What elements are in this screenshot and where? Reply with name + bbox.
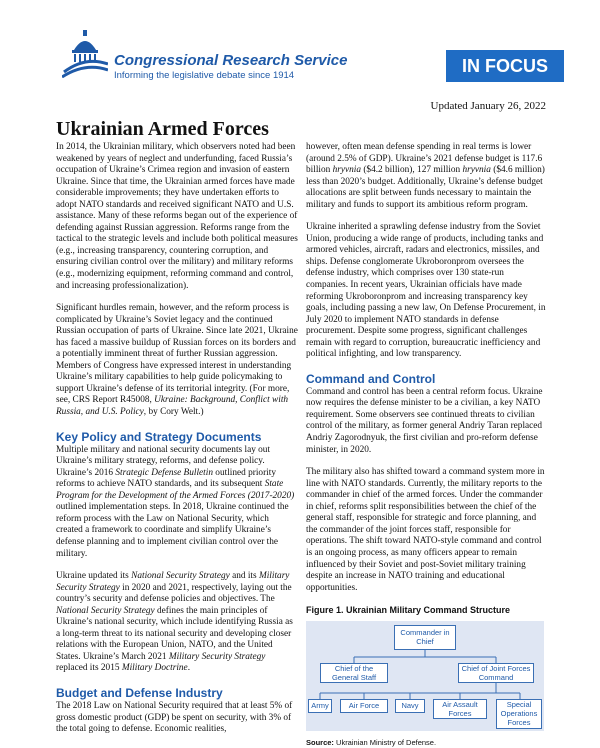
section-heading-command: Command and Control — [306, 371, 436, 386]
command-system-paragraph: The military also has shifted toward a command system more in line with NATO standards. Currently, the military reports to the commander in chief of the armed forces. Under the commander in chief, reforms split responsibilities between the chief of the general staff, responsible for strategic and force planning, and the commander of the joint forces staff, responsible for operations. The shift toward NATO-style command and control is an ongoing process, as many officers appear to remain influenced by their Soviet and post-Soviet military training despite an increase in NATO training and educational opportunities. — [306, 467, 545, 593]
node-chief-general-staff: Chief of the General Staff — [320, 663, 388, 683]
hurdles-paragraph: Significant hurdles remain, however, and the reform process is complicated by Ukraine’s Soviet legacy and the continued Russian occupation of parts of Ukraine. Since late 2021, Ukraine has faced a massive buildup of Russian forces on its borders and a potentially imminent threat of further Russian aggression. Members of Congress have expressed interest in understanding Ukraine’s military capabilities to help guide policymaking to support Ukraine’s defense of its territorial integrity. (For more, see, CRS Report R45008, Ukraine: Background, Conflict with Russia, and U.S. Policy, by Cory Welt.) — [56, 303, 298, 418]
org-tagline: Informing the legislative debate since 1914 — [114, 70, 295, 81]
key-policy-paragraph: Multiple military and national security documents lay out Ukraine’s military strategy, reforms, and defense policy. Ukraine’s 2016 Strategic Defense Bulletin outlined priority reforms to achieve NATO standards, and its subsequent State Program for the Development of the Armed Forces (2017-2020) outlined implementation steps. In 2018, Ukraine continued the reform process with the Law on National Security, which created a framework to coordinate and simplify Ukraine’s defense planning and to implement civilian control over the military. — [56, 444, 295, 559]
node-special-operations-forces: Special Operations Forces — [496, 699, 542, 729]
node-air-force: Air Force — [340, 699, 388, 713]
in-focus-badge: IN FOCUS — [446, 50, 564, 82]
strategy-paragraph: Ukraine updated its National Security Strategy and its Military Security Strategy in 2020 and 2021, respectively, laying out the country’s security and defense policies and objectives. The National Security Strategy defines the main principles of Ukraine’s national security, which include identifying Russia as a long-term threat to its national security and developing closer relations with the European Union, NATO, and the United States. Ukraine’s March 2021 Military Security Strategy replaced its 2015 Military Doctrine. — [56, 571, 293, 674]
command-paragraph: Command and control has been a central reform focus. Ukraine now requires the defense minister to be a civilian, a key NATO requirement. Some observers see continued threats to civilian control of the military, as former general Andriy Taran replaced Andriy Zagorodnyuk, the first civilian and pro-reform defense minister, in 2020. — [306, 386, 543, 455]
defense-industry-paragraph: Ukraine inherited a sprawling defense industry from the Soviet Union, producing a wide range of products, including tanks and armored vehicles, aircraft, radars and electronics, missiles, and ships. Defense conglomerate Ukroboronprom oversees the defense industry, which comprises over 130 state-run companies. In recent years, Ukrainian officials have made reforming Ukroboronprom and increasing transparency key goals, including passing a new law, On Defense Procurement, in July 2020 to implement NATO standards in defense procurement. Despite some progress, significant challenges remain with regard to corruption, bureaucratic inefficiency and political infighting, and low transparency. — [306, 222, 546, 360]
node-army: Army — [308, 699, 332, 713]
node-chief-joint-forces: Chief of Joint Forces Command — [458, 663, 534, 683]
command-structure-figure — [306, 621, 544, 731]
page-header — [0, 0, 600, 100]
page-title: Ukrainian Armed Forces — [56, 118, 269, 140]
node-commander-in-chief: Commander in Chief — [394, 625, 456, 650]
intro-paragraph: In 2014, the Ukrainian military, which observers noted had been weakened by years of neglect and underfunding, faced Russia’s occupation of Ukraine’s Crimea region and invasion of eastern Ukraine. Since that time, the Ukrainian armed forces have made considerable improvements; they have undertaken efforts to adopt NATO standards and received significant NATO and U.S. assistance. Many of these reforms began out of the experience of defending against Russian aggression. Reforms range from the tactical to the strategic levels and include both political measures (e.g., increasing transparency, countering corruption, and ensuring civilian control over the military) and military reforms (e.g., modernizing equipment, reforming command and control, and increasing professionalization). — [56, 142, 298, 291]
node-air-assault-forces: Air Assault Forces — [433, 699, 487, 719]
capitol-dome-logo-icon — [62, 28, 108, 78]
section-heading-budget: Budget and Defense Industry — [56, 685, 223, 700]
right-column — [306, 142, 548, 748]
report-reference-link[interactable]: Ukraine: Background, Conflict with Russia, and U.S. Policy — [56, 395, 289, 418]
budget-paragraph: The 2018 Law on National Security required that at least 5% of gross domestic product (GDP) be spent on security, with 3% of the total going to defense. Economic realities, — [56, 700, 293, 735]
figure-title: Figure 1. Ukrainian Military Command Structure — [306, 605, 511, 616]
updated-date: Updated January 26, 2022 — [430, 100, 546, 112]
org-name: Congressional Research Service — [114, 52, 348, 69]
node-navy: Navy — [395, 699, 425, 713]
budget-continued-paragraph: however, often mean defense spending in real terms is lower (around 2.5% of GDP). Ukraine’s 2021 defense budget is 117.6 billion hryvnia ($4.2 billion), 127 million hryvnia ($4.6 million) less than 2020’s budget. Additionally, Ukraine’s defense budget allocations are split between funds necessary to maintain the military and funds to support its ambitious reform program. — [306, 142, 545, 210]
figure-source: Source: Ukrainian Ministry of Defense. — [306, 737, 437, 747]
section-heading-key-policy: Key Policy and Strategy Documents — [56, 429, 262, 444]
left-column — [56, 142, 298, 747]
